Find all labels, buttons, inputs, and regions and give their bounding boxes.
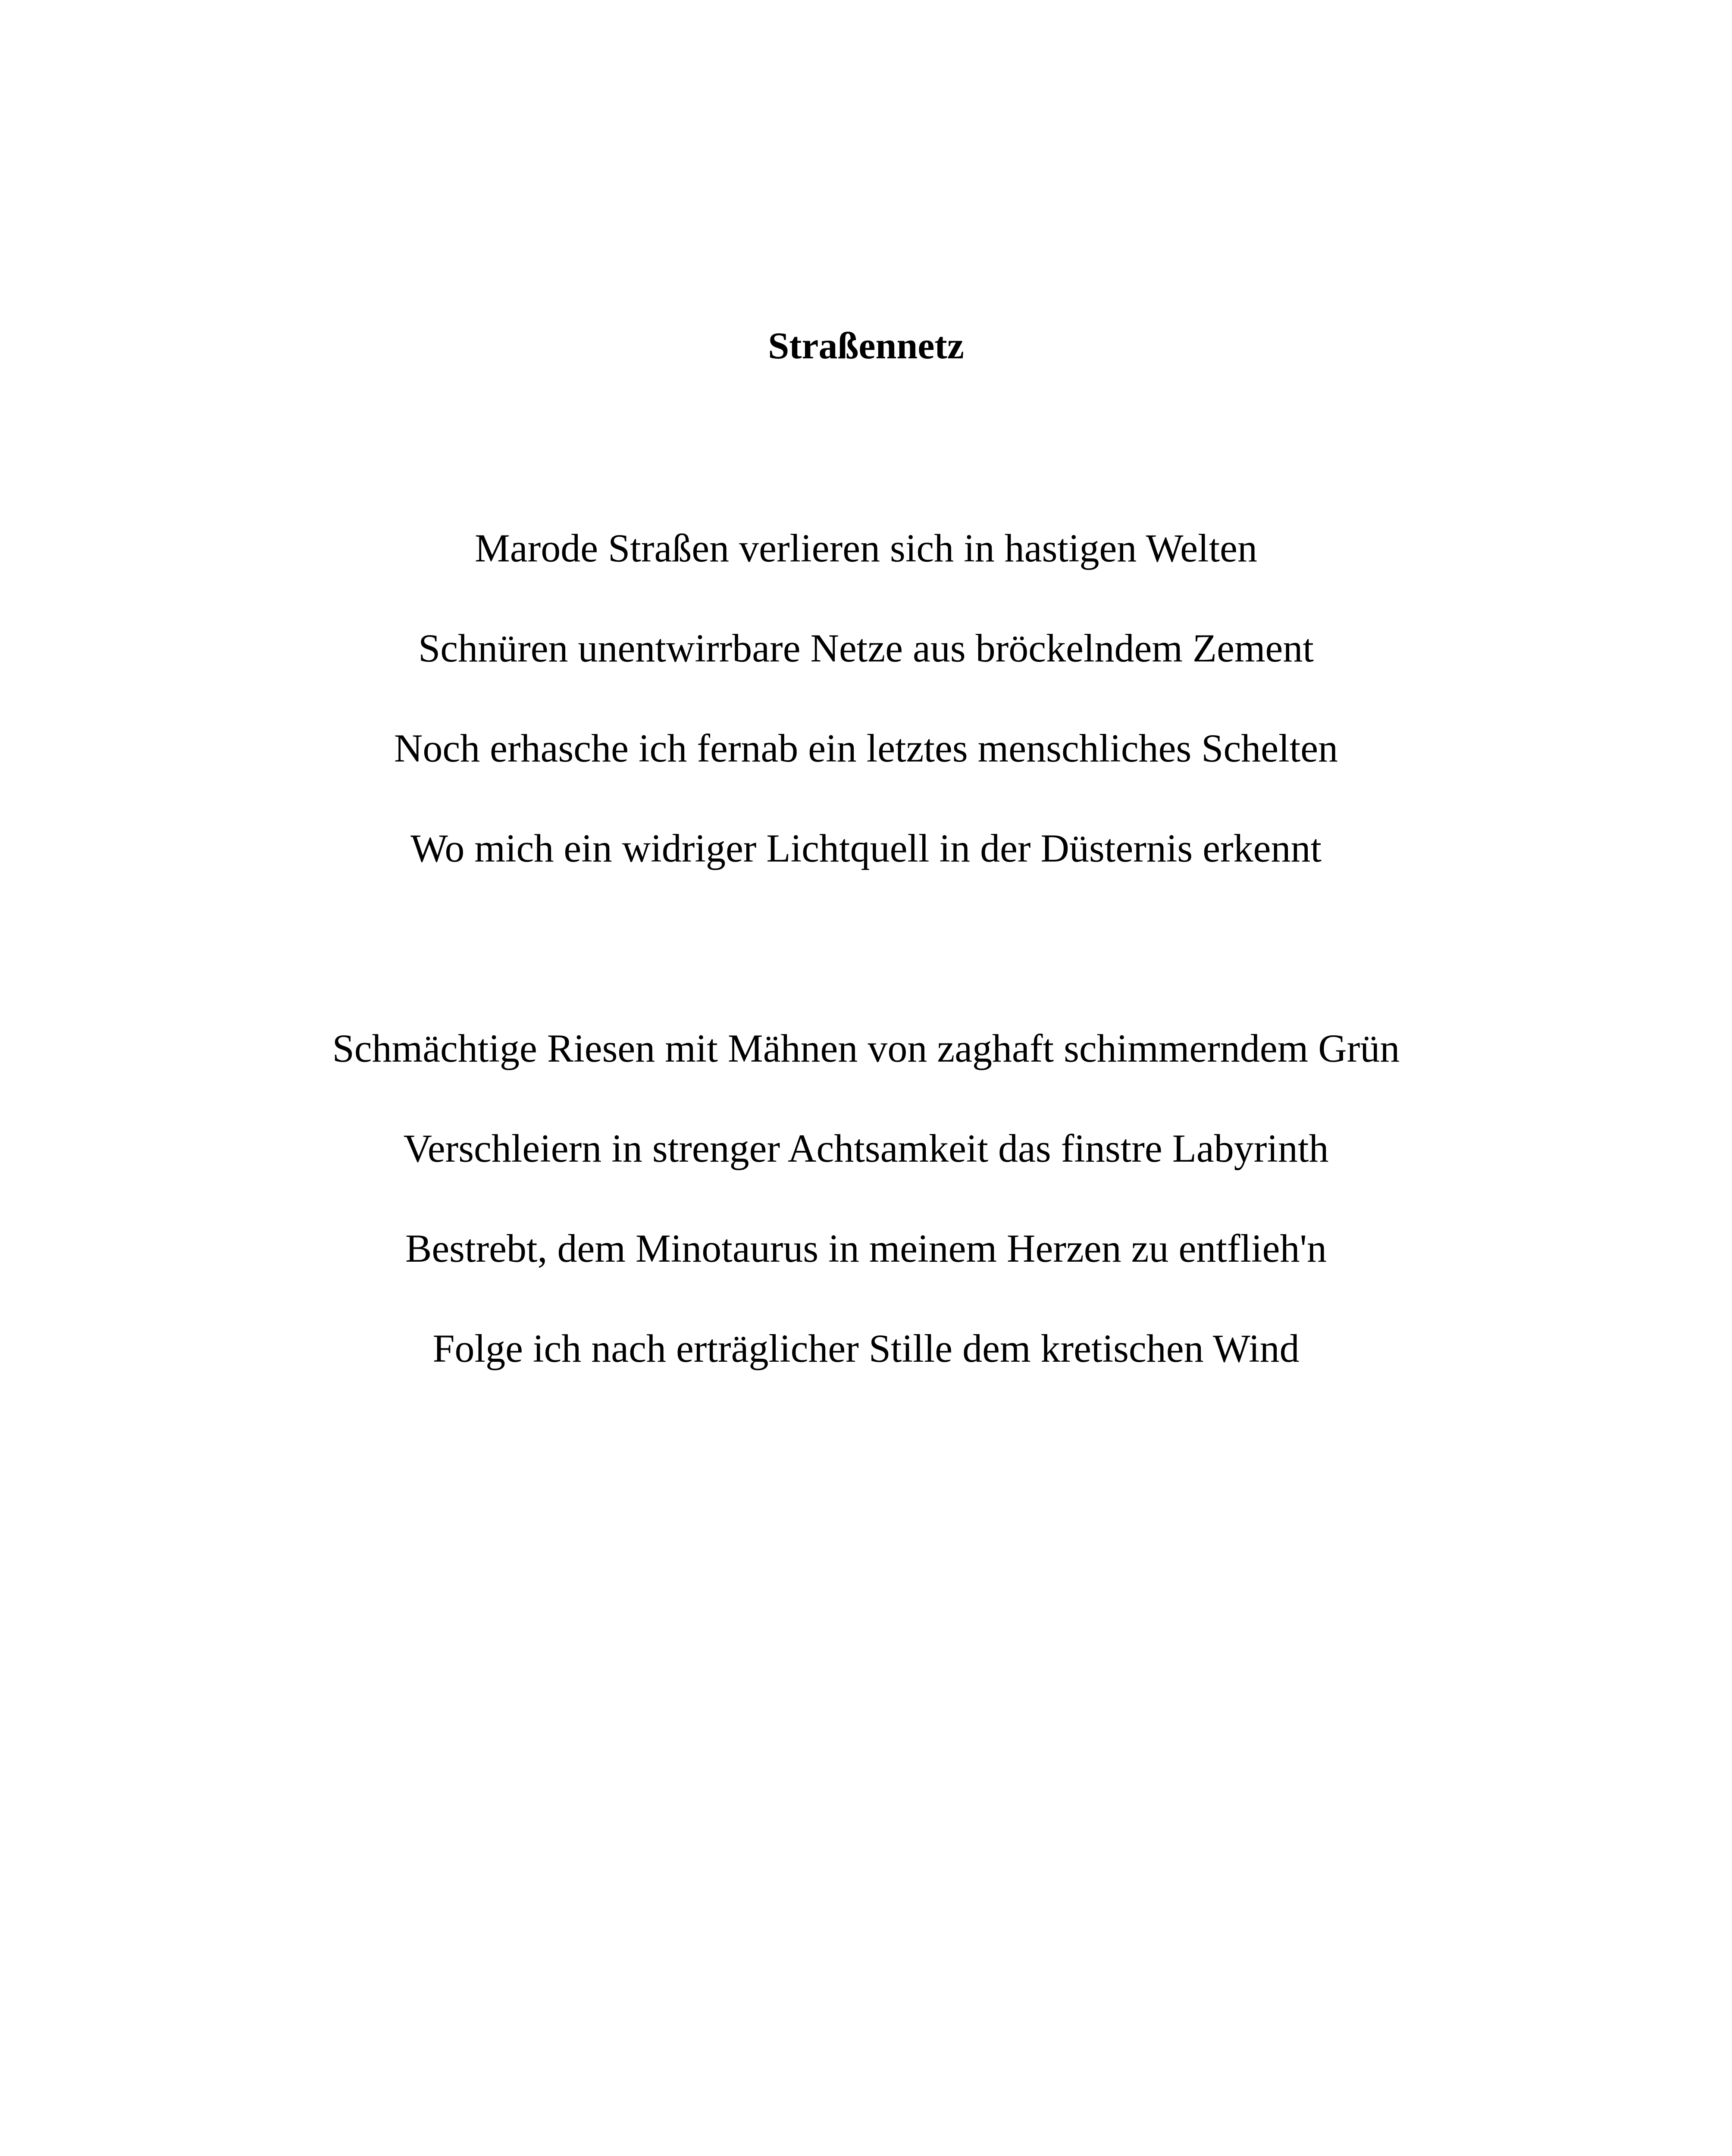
verse-line: Schnüren unentwirrbare Netze aus bröckelndem Zement [418,626,1314,670]
verse-line: Bestrebt, dem Minotaurus in meinem Herzen zu entflieh'n [405,1226,1327,1270]
stanza-1 [0,523,1732,923]
verse-line: Verschleiern in strenger Achtsamkeit das finstre Labyrinth [403,1126,1329,1170]
stanza-2 [0,1023,1732,1423]
verse-line: Schmächtige Riesen mit Mähnen von zaghaft schimmerndem Grün [332,1026,1400,1070]
verse-line: Noch erhasche ich fernab ein letztes menschliches Schelten [394,726,1338,770]
verse-line: Folge ich nach erträglicher Stille dem kretischen Wind [432,1326,1300,1370]
verse-line: Wo mich ein widriger Lichtquell in der Düsternis erkennt [410,826,1322,870]
verse-line: Marode Straßen verlieren sich in hastigen Welten [475,526,1257,570]
poem-title: Straßennetz [768,325,964,367]
